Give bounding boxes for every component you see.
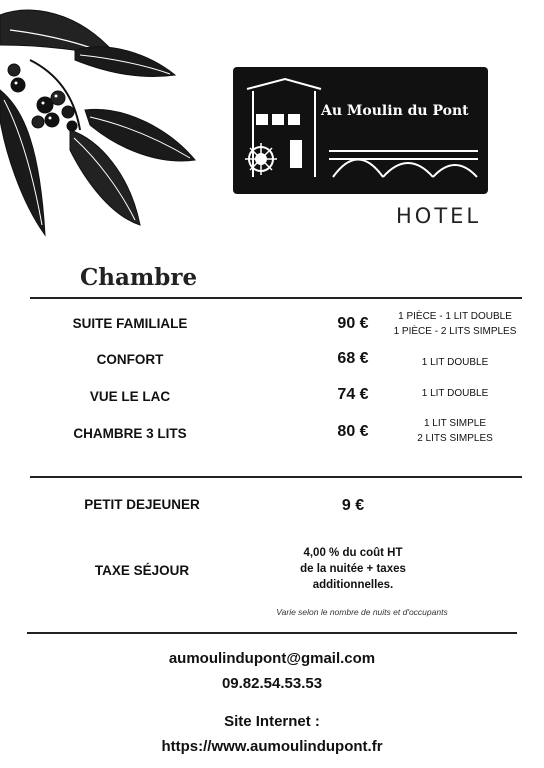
website-label: Site Internet :: [224, 713, 320, 730]
room-name: VUE LE LAC: [89, 389, 171, 404]
tax-line: 4,00 % du coût HT: [303, 547, 403, 559]
room-name: CHAMBRE 3 LITS: [73, 426, 187, 441]
room-description: [380, 416, 530, 446]
room-name: CONFORT: [96, 352, 164, 367]
desc-line: 2 LITS SIMPLES: [417, 433, 493, 444]
room-description: [380, 386, 530, 401]
leaf-illustration: [0, 0, 200, 240]
desc-line: 1 LIT SIMPLE: [423, 418, 487, 429]
section-title: Chambre: [80, 264, 198, 291]
desc-line: 1 PIÈCE - 2 LITS SIMPLES: [393, 326, 517, 337]
tax-note: Varie selon le nombre de nuits et d'occupants: [276, 607, 448, 617]
room-price: 80 €: [337, 423, 369, 440]
divider-bottom: [27, 632, 517, 634]
website-link[interactable]: https://www.aumoulindupont.fr: [161, 738, 383, 755]
mill-bridge-icon: [233, 67, 488, 194]
tax-details: [263, 545, 443, 593]
room-price: 68 €: [337, 350, 369, 367]
tax-line: de la nuitée + taxes: [300, 563, 406, 575]
tax-label: TAXE SÉJOUR: [94, 563, 190, 578]
brand-name: Au Moulin du Pont: [321, 103, 469, 119]
room-price: 74 €: [337, 386, 369, 403]
desc-line: 1 PIÈCE - 1 LIT DOUBLE: [398, 311, 512, 322]
divider-top: [30, 297, 522, 299]
room-description: [380, 355, 530, 370]
room-price: 90 €: [337, 315, 369, 332]
breakfast-label: PETIT DEJEUNER: [84, 497, 200, 512]
desc-line: 1 LIT DOUBLE: [421, 357, 489, 368]
desc-line: 1 LIT DOUBLE: [421, 388, 489, 399]
contact-phone[interactable]: 09.82.54.53.53: [221, 675, 323, 692]
hotel-logo: [233, 67, 488, 194]
room-description: [380, 309, 530, 339]
breakfast-price: 9 €: [341, 497, 365, 514]
contact-email[interactable]: aumoulindupont@gmail.com: [168, 650, 376, 667]
tax-line: additionnelles.: [312, 579, 394, 591]
hotel-label: HOTEL: [396, 204, 482, 228]
divider-middle: [30, 476, 522, 478]
room-name: SUITE FAMILIALE: [72, 316, 188, 331]
